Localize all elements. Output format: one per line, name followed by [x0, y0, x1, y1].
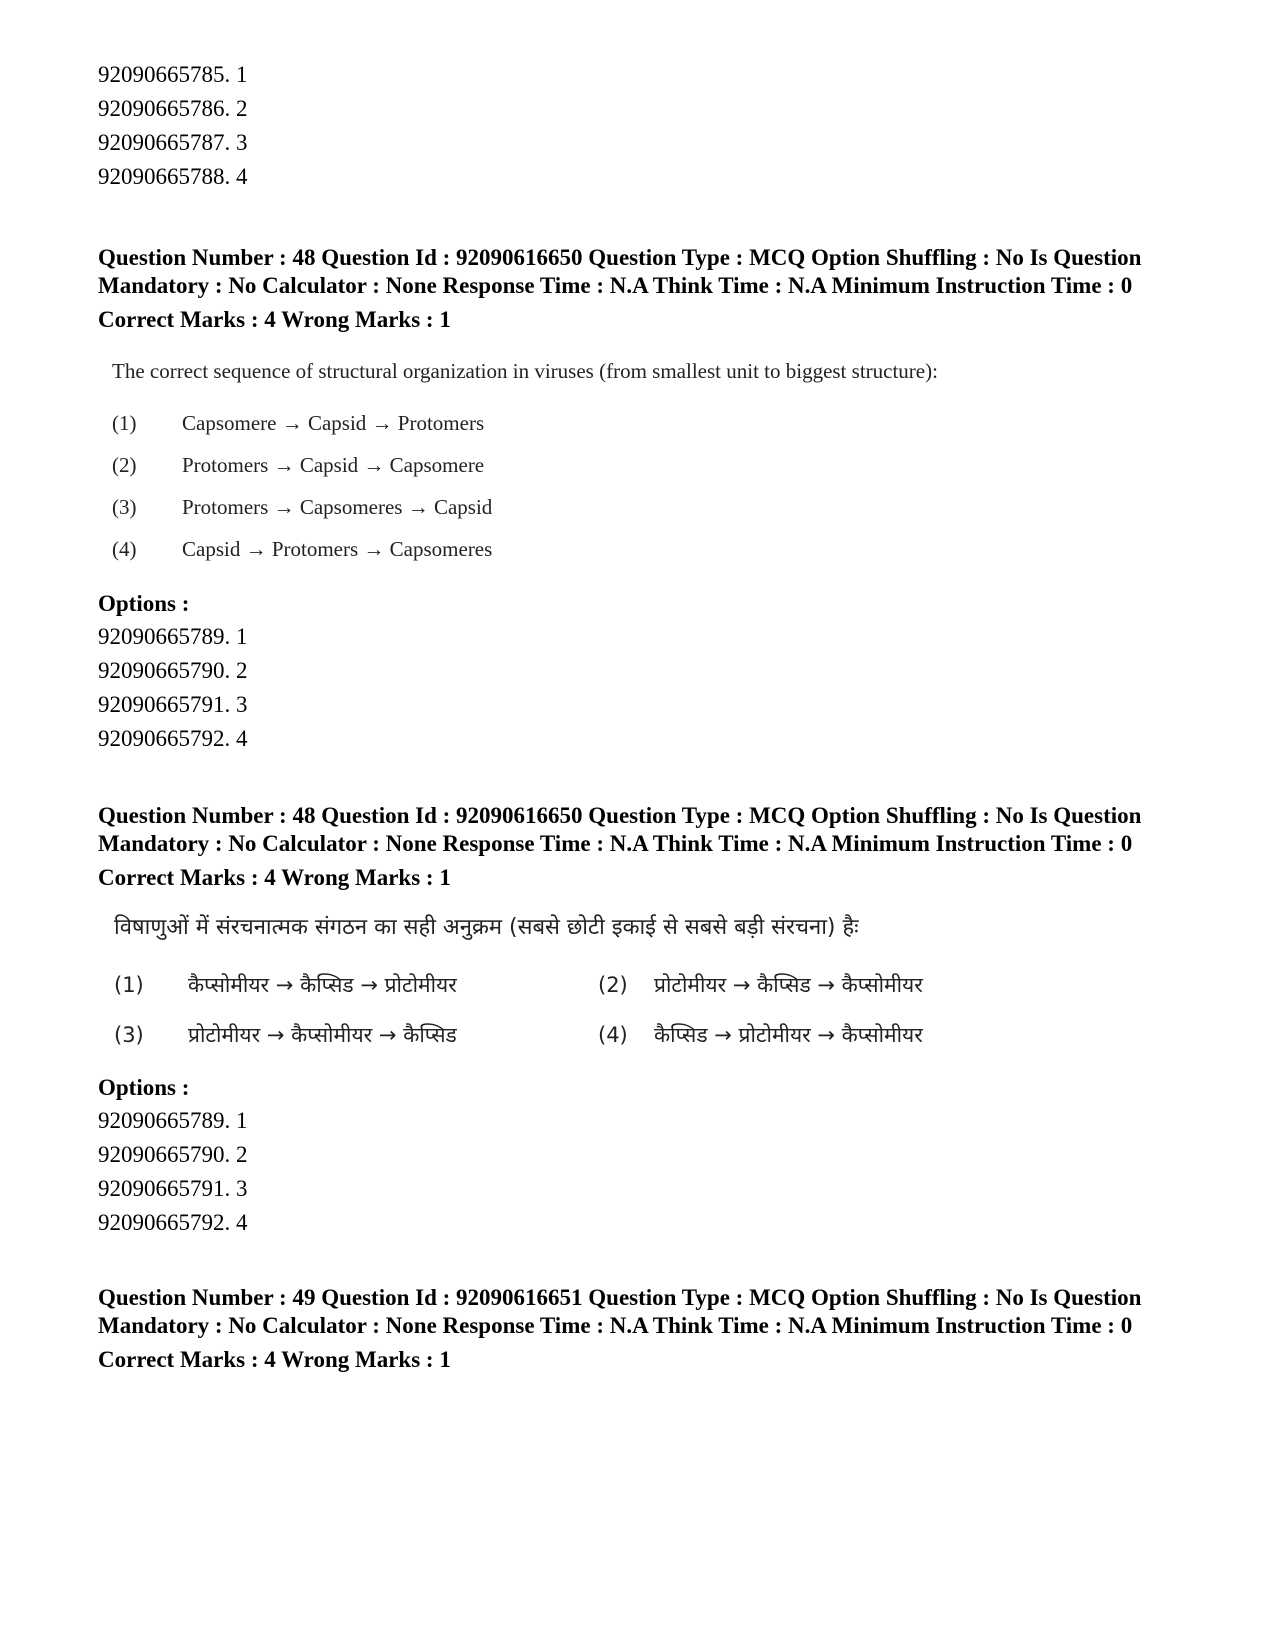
choice-text: Protomers → Capsomeres → Capsid	[182, 495, 493, 519]
option-id-line: 92090665790. 2	[98, 1142, 248, 1167]
marks-line: Correct Marks : 4 Wrong Marks : 1	[98, 307, 451, 332]
choice-text: प्रोटोमीयर → कैप्सिड → कैप्सोमीयर	[654, 973, 923, 997]
option-id-line: 92090665792. 4	[98, 1210, 248, 1235]
choice-text: कैप्सोमीयर → कैप्सिड → प्रोटोमीयर	[188, 973, 457, 997]
option-id-line: 92090665789. 1	[98, 624, 248, 649]
question-block-48-english	[98, 244, 1178, 756]
marks-line: Correct Marks : 4 Wrong Marks : 1	[98, 865, 451, 890]
answer-choices	[114, 960, 1178, 1060]
option-id-line: 92090665785. 1	[98, 62, 248, 87]
question-header: Question Number : 48 Question Id : 92090616650 Question Type : MCQ Option Shuffling : No Is Question Mandatory : No Calculator : None Response Time : N.A Think Time : N.A Minimum Instruction Time : 0	[98, 803, 1142, 856]
choice-text: Capsomere → Capsid → Protomers	[182, 411, 485, 435]
options-list	[98, 620, 1178, 756]
choice-number: (1)	[114, 973, 144, 997]
answer-choice	[112, 528, 1178, 570]
question-header: Question Number : 48 Question Id : 92090616650 Question Type : MCQ Option Shuffling : No Is Question Mandatory : No Calculator : None Response Time : N.A Think Time : N.A Minimum Instruction Time : 0	[98, 245, 1142, 298]
option-id-line: 92090665789. 1	[98, 1108, 248, 1133]
answer-choice	[112, 444, 1178, 486]
option-id-line: 92090665791. 3	[98, 1176, 248, 1201]
options-label: Options :	[98, 1075, 190, 1100]
option-id-line: 92090665787. 3	[98, 130, 248, 155]
choice-number: (2)	[112, 453, 137, 477]
answer-choices	[98, 402, 1178, 570]
option-id-line: 92090665792. 4	[98, 726, 248, 751]
choice-number: (1)	[112, 411, 137, 435]
question-block-49	[98, 1284, 1178, 1374]
question-block-48-hindi	[98, 802, 1178, 1240]
answer-choice	[112, 486, 1178, 528]
prev-options-list	[98, 58, 1178, 194]
option-id-line: 92090665786. 2	[98, 96, 248, 121]
options-list	[98, 1104, 1178, 1240]
options-label: Options :	[98, 591, 190, 616]
choice-text: प्रोटोमीयर → कैप्सोमीयर → कैप्सिड	[188, 1023, 457, 1047]
answer-choice	[112, 402, 1178, 444]
question-stem: विषाणुओं में संरचनात्मक संगठन का सही अनुक्रम (सबसे छोटी इकाई से सबसे बड़ी संरचना) हैः	[114, 915, 859, 940]
choice-text: Capsid → Protomers → Capsomeres	[182, 537, 493, 561]
marks-line: Correct Marks : 4 Wrong Marks : 1	[98, 1347, 451, 1372]
question-stem: The correct sequence of structural organization in viruses (from smallest unit to biggest structure):	[112, 359, 938, 383]
choice-text: Protomers → Capsid → Capsomere	[182, 453, 485, 477]
choice-number: (3)	[114, 1023, 144, 1047]
choice-number: (4)	[112, 537, 137, 561]
choice-text: कैप्सिड → प्रोटोमीयर → कैप्सोमीयर	[654, 1023, 923, 1047]
choice-number: (2)	[598, 973, 628, 997]
option-id-line: 92090665791. 3	[98, 692, 248, 717]
option-id-line: 92090665788. 4	[98, 164, 248, 189]
option-id-line: 92090665790. 2	[98, 658, 248, 683]
document-page	[98, 58, 1178, 1374]
question-header: Question Number : 49 Question Id : 92090616651 Question Type : MCQ Option Shuffling : No Is Question Mandatory : No Calculator : None Response Time : N.A Think Time : N.A Minimum Instruction Time : 0	[98, 1285, 1142, 1338]
choice-number: (3)	[112, 495, 137, 519]
choice-number: (4)	[598, 1023, 628, 1047]
